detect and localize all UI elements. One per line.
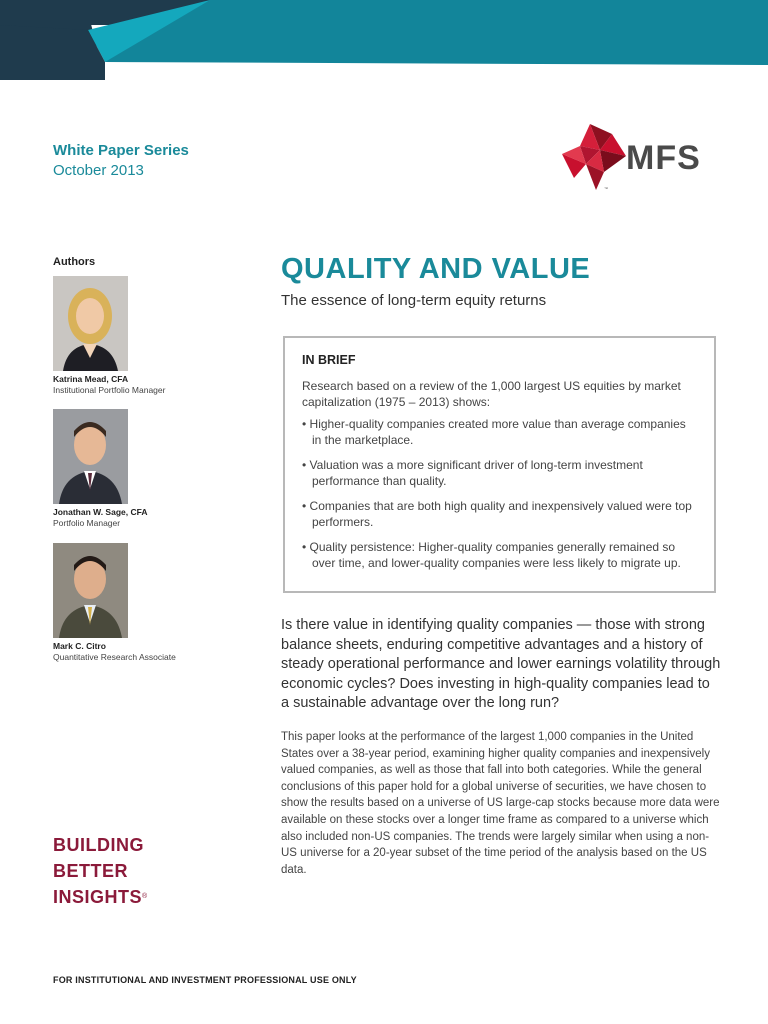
mfs-logo-text: MFS (626, 139, 701, 177)
man-portrait-icon (53, 543, 128, 638)
footer-disclaimer: FOR INSTITUTIONAL AND INVESTMENT PROFESSIONAL USE ONLY (53, 975, 357, 985)
tagline (53, 832, 148, 910)
series-block (53, 142, 189, 180)
tagline-line (53, 884, 148, 910)
series-title: White Paper Series (53, 142, 189, 159)
tagline-line: BUILDING (53, 835, 144, 855)
series-date: October 2013 (53, 162, 144, 179)
in-brief-box (283, 336, 716, 593)
list-item: • Companies that are both high quality and inexpensively valued were top performers. (302, 498, 698, 530)
lead-paragraph: Is there value in identifying quality companies — those with strong balance sheets, enduring competitive advantages and a history of steady operational performance and lower earnings volatility through economic cycles? Does investing in high-quality companies lead to a sustainable advantage over the long run? (281, 617, 721, 711)
trademark-mark: ™ (604, 186, 608, 191)
author-card (53, 276, 253, 396)
page-title: QUALITY AND VALUE (281, 253, 591, 285)
author-card (53, 409, 253, 529)
in-brief-title: IN BRIEF (302, 353, 356, 367)
tagline-line: BETTER (53, 861, 128, 881)
body-paragraph: This paper looks at the performance of the largest 1,000 companies in the United States over a 38-year period, examining higher quality companies and inexpensively valued companies, as well as those that fall into both categories. While the general conclusions of this paper hold for a global universe of securities, we have chosen to show the results based on a universe of US large-cap stocks because more data were available on these stocks over a longer time frame as compared to a universe which also included non-US companies. The trends were largely similar when using a non-US universe for a 20-year subset of the time period of the analysis based on the US data. (281, 731, 720, 876)
author-role: Portfolio Manager (53, 518, 121, 528)
list-item: • Higher-quality companies created more value than average companies in the marketplace. (302, 416, 698, 448)
woman-portrait-icon (53, 276, 128, 371)
author-name: Mark C. Citro (53, 641, 106, 651)
author-card (53, 543, 253, 663)
mfs-logo (560, 118, 720, 194)
authors-label: Authors (53, 256, 96, 268)
in-brief-list (302, 416, 698, 571)
tagline-line-text: INSIGHTS (53, 887, 143, 907)
list-item: • Quality persistence: Higher-quality companies generally remained so over time, and lower-quality companies were less likely to migrate up. (302, 539, 698, 571)
registered-mark: ® (142, 893, 148, 900)
page-subtitle: The essence of long-term equity returns (281, 292, 547, 309)
author-name: Katrina Mead, CFA (53, 374, 129, 384)
list-item: • Valuation was a more significant driver of long-term investment performance than quality. (302, 457, 698, 489)
author-name: Jonathan W. Sage, CFA (53, 507, 148, 517)
author-role: Quantitative Research Associate (53, 652, 176, 662)
man-portrait-icon (53, 409, 128, 504)
author-role: Institutional Portfolio Manager (53, 385, 166, 395)
header-banner (0, 0, 768, 80)
mfs-logo-mark-icon (560, 120, 626, 192)
in-brief-intro: Research based on a review of the 1,000 largest US equities by market capitalization (1975 – 2013) shows: (302, 379, 681, 409)
